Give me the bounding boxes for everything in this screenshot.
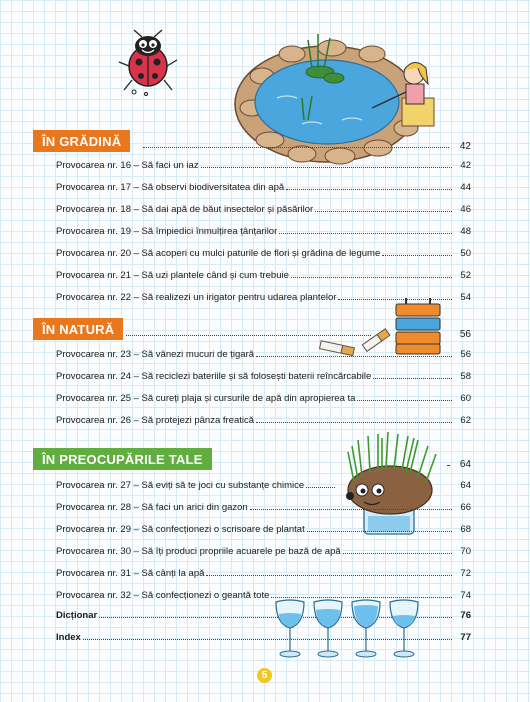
leader-dots bbox=[357, 400, 452, 401]
toc-entry-label: Provocarea nr. 16 – Să faci un iaz bbox=[56, 160, 199, 171]
page-number: 5 bbox=[257, 668, 272, 683]
toc-entry-label: Provocarea nr. 21 – Să uzi plantele când și cum trebuie bbox=[56, 270, 289, 281]
leader-dots bbox=[382, 255, 452, 256]
toc-entry[interactable] bbox=[56, 199, 471, 215]
leader-dots bbox=[306, 487, 335, 488]
leader-dots bbox=[256, 422, 452, 423]
toc-entry-page: 60 bbox=[460, 393, 471, 404]
toc-entry[interactable] bbox=[56, 265, 471, 281]
toc-entry[interactable] bbox=[56, 243, 471, 259]
toc-entry-page: 66 bbox=[460, 502, 471, 513]
toc-entry-label: Provocarea nr. 23 – Să vânezi mucuri de țigară bbox=[56, 349, 255, 360]
section-title: ÎN PREOCUPĂRILE TALE bbox=[42, 452, 203, 467]
toc-entry-label: Index bbox=[56, 632, 81, 643]
leader-dots bbox=[201, 167, 452, 168]
toc-entry-page: 46 bbox=[460, 204, 471, 215]
toc-entry-label: Provocarea nr. 19 – Să împiedici înmulțirea țânțarilor bbox=[56, 226, 278, 237]
leader-dots bbox=[291, 277, 452, 278]
section-row-in-preocuparile-tale[interactable] bbox=[33, 452, 471, 470]
section-page: 42 bbox=[459, 141, 471, 152]
toc-entry-page: 62 bbox=[460, 415, 471, 426]
toc-entry-label: Provocarea nr. 32 – Să confecționezi o geantă tote bbox=[56, 590, 270, 601]
toc-entry-label: Provocarea nr. 28 – Să faci un arici din gazon bbox=[56, 502, 248, 513]
ladybug-illustration bbox=[112, 28, 184, 98]
toc-entry-label: Provocarea nr. 30 – Să îți produci propriile acuarele pe bază de apă bbox=[56, 546, 341, 557]
toc-entry-label: Dicționar bbox=[56, 610, 98, 621]
toc-entry-page: 54 bbox=[460, 292, 471, 303]
toc-entry[interactable] bbox=[56, 344, 471, 360]
leader-dots bbox=[143, 147, 449, 148]
section-row-in-gradina[interactable] bbox=[33, 134, 471, 152]
leader-dots bbox=[307, 531, 452, 532]
toc-entry-label: Provocarea nr. 27 – Să eviți să te joci cu substanțe chimice bbox=[56, 480, 305, 491]
toc-entry[interactable] bbox=[56, 475, 471, 491]
leader-dots bbox=[126, 335, 371, 336]
section-title: ÎN GRĂDINĂ bbox=[42, 134, 122, 149]
section-title: ÎN NATURĂ bbox=[42, 322, 115, 337]
toc-entry-page: 77 bbox=[460, 632, 471, 643]
toc-entry-page: 68 bbox=[460, 524, 471, 535]
leader-dots bbox=[373, 378, 452, 379]
water-glasses-illustration bbox=[272, 598, 424, 660]
toc-entry-page: 74 bbox=[460, 590, 471, 601]
section-row-in-natura[interactable] bbox=[33, 322, 471, 340]
toc-entry-page: 44 bbox=[460, 182, 471, 193]
toc-entry-label: Provocarea nr. 26 – Să protejezi pânza freatică bbox=[56, 415, 255, 426]
toc-entry-page: 70 bbox=[460, 546, 471, 557]
toc-entry[interactable] bbox=[56, 155, 471, 171]
toc-entry-label: Provocarea nr. 29 – Să confecționezi o scrisoare de plantat bbox=[56, 524, 305, 535]
toc-entry[interactable] bbox=[56, 177, 471, 193]
toc-entry[interactable] bbox=[56, 366, 471, 382]
toc-entry-label: Provocarea nr. 31 – Să cânți la apă bbox=[56, 568, 205, 579]
leader-dots bbox=[315, 211, 452, 212]
toc-entry-label: Provocarea nr. 24 – Să reciclezi bateriile și să folosești baterii reîncărcabile bbox=[56, 371, 372, 382]
leader-dots bbox=[343, 553, 452, 554]
toc-entry-label: Provocarea nr. 20 – Să acoperi cu mulci paturile de flori și grădina de legume bbox=[56, 248, 381, 259]
toc-entry-label: Provocarea nr. 25 – Să cureți plaja și cursurile de apă din apropierea ta bbox=[56, 393, 356, 404]
section-page: 64 bbox=[459, 459, 471, 470]
leader-dots bbox=[447, 465, 449, 466]
toc-entry-page: 48 bbox=[460, 226, 471, 237]
toc-entry-page: 50 bbox=[460, 248, 471, 259]
toc-entry-page: 72 bbox=[460, 568, 471, 579]
toc-entry[interactable] bbox=[56, 497, 471, 513]
toc-entry-page: 58 bbox=[460, 371, 471, 382]
toc-entry-page: 42 bbox=[460, 160, 471, 171]
leader-dots bbox=[250, 509, 452, 510]
toc-entry[interactable] bbox=[56, 221, 471, 237]
toc-entry-page: 64 bbox=[460, 480, 471, 491]
toc-entry[interactable] bbox=[56, 541, 471, 557]
leader-dots bbox=[206, 575, 452, 576]
leader-dots bbox=[286, 189, 452, 190]
toc-entry-page: 76 bbox=[460, 610, 471, 621]
leader-dots bbox=[279, 233, 452, 234]
toc-entry-page: 56 bbox=[460, 349, 471, 360]
toc-entry-label: Provocarea nr. 22 – Să realizezi un irigator pentru udarea plantelor bbox=[56, 292, 337, 303]
toc-entry[interactable] bbox=[56, 388, 471, 404]
toc-entry-label: Provocarea nr. 18 – Să dai apă de băut insectelor și păsărilor bbox=[56, 204, 314, 215]
toc-entry[interactable] bbox=[56, 410, 471, 426]
toc-entry[interactable] bbox=[56, 519, 471, 535]
toc-entry[interactable] bbox=[56, 563, 471, 579]
toc-entry-page: 52 bbox=[460, 270, 471, 281]
leader-dots bbox=[256, 356, 452, 357]
section-page: 56 bbox=[459, 329, 471, 340]
toc-entry-label: Provocarea nr. 17 – Să observi biodiversitatea din apă bbox=[56, 182, 285, 193]
